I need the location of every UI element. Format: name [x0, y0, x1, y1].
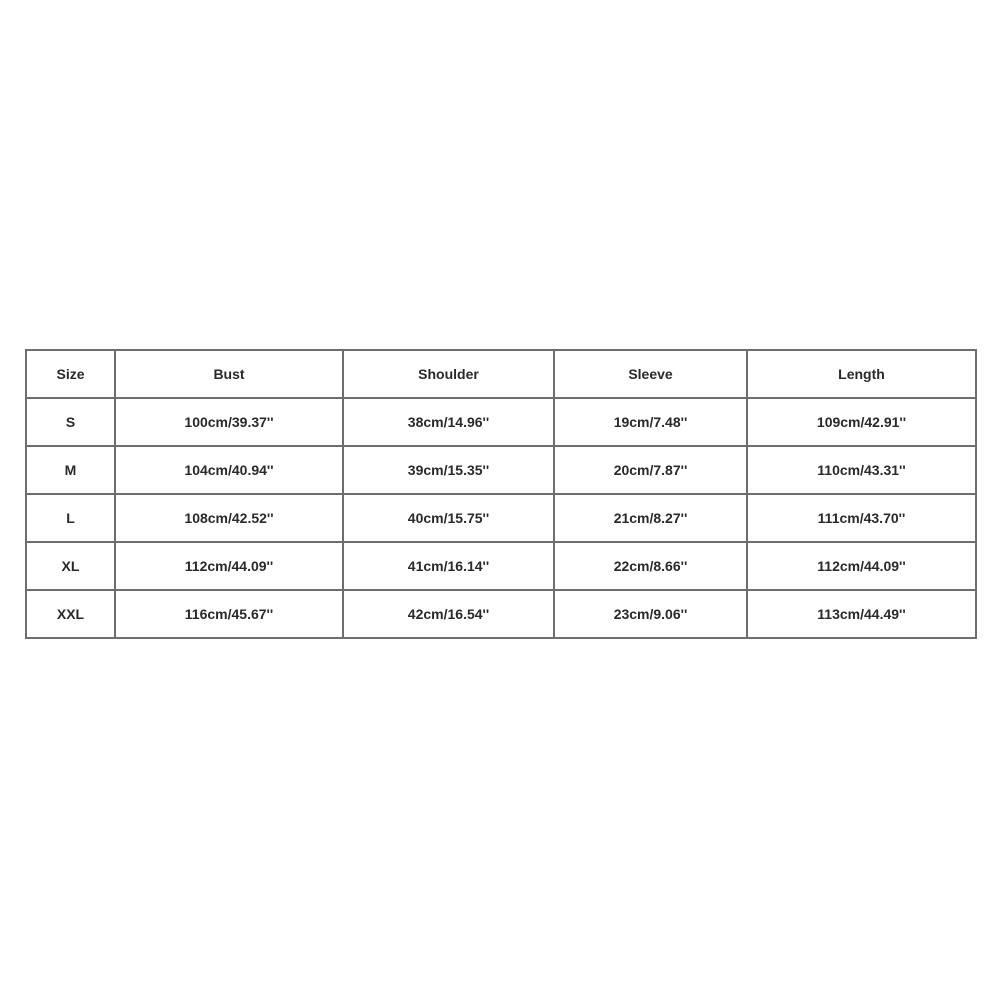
cell-sleeve: 19cm/7.48'' [554, 398, 747, 446]
cell-size: M [26, 446, 115, 494]
cell-sleeve: 21cm/8.27'' [554, 494, 747, 542]
table-row [26, 542, 976, 590]
table-row [26, 494, 976, 542]
size-chart-table [25, 349, 977, 639]
header-shoulder: Shoulder [343, 350, 554, 398]
cell-shoulder: 41cm/16.14'' [343, 542, 554, 590]
table-header-row [26, 350, 976, 398]
table-row [26, 446, 976, 494]
header-size: Size [26, 350, 115, 398]
cell-size: XXL [26, 590, 115, 638]
cell-bust: 104cm/40.94'' [115, 446, 343, 494]
cell-shoulder: 42cm/16.54'' [343, 590, 554, 638]
header-sleeve: Sleeve [554, 350, 747, 398]
cell-bust: 108cm/42.52'' [115, 494, 343, 542]
cell-length: 112cm/44.09'' [747, 542, 976, 590]
cell-shoulder: 40cm/15.75'' [343, 494, 554, 542]
header-bust: Bust [115, 350, 343, 398]
header-length: Length [747, 350, 976, 398]
cell-size: XL [26, 542, 115, 590]
cell-sleeve: 20cm/7.87'' [554, 446, 747, 494]
cell-length: 111cm/43.70'' [747, 494, 976, 542]
cell-sleeve: 23cm/9.06'' [554, 590, 747, 638]
table-row [26, 590, 976, 638]
cell-size: S [26, 398, 115, 446]
cell-sleeve: 22cm/8.66'' [554, 542, 747, 590]
cell-bust: 100cm/39.37'' [115, 398, 343, 446]
cell-bust: 116cm/45.67'' [115, 590, 343, 638]
cell-bust: 112cm/44.09'' [115, 542, 343, 590]
cell-length: 113cm/44.49'' [747, 590, 976, 638]
table-row [26, 398, 976, 446]
cell-length: 109cm/42.91'' [747, 398, 976, 446]
cell-length: 110cm/43.31'' [747, 446, 976, 494]
cell-shoulder: 38cm/14.96'' [343, 398, 554, 446]
cell-shoulder: 39cm/15.35'' [343, 446, 554, 494]
cell-size: L [26, 494, 115, 542]
